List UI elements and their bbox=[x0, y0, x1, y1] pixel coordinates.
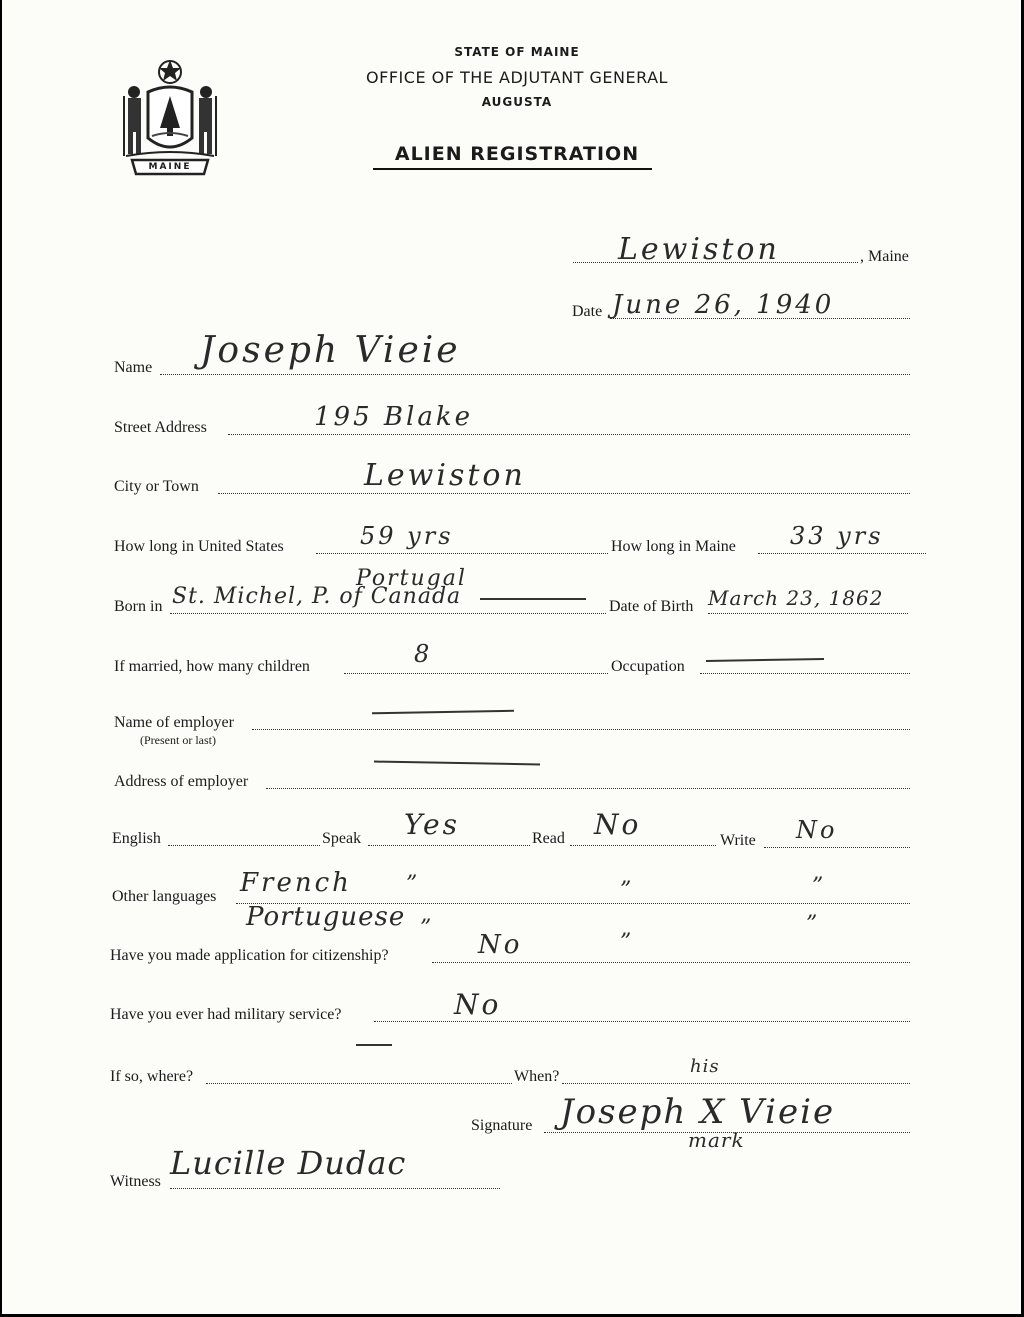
other-languages-label: Other languages bbox=[112, 888, 217, 905]
street-line bbox=[228, 434, 910, 435]
born-in-label: Born in bbox=[114, 598, 163, 615]
signature-label: Signature bbox=[471, 1117, 533, 1134]
employer-address-dash bbox=[374, 761, 540, 766]
born-in-line bbox=[170, 613, 606, 614]
dob-value: March 23, 1862 bbox=[708, 586, 884, 610]
other-lang-1-ditto-write: ” bbox=[812, 874, 827, 899]
header-state: STATE OF MAINE bbox=[454, 45, 580, 59]
city-value: Lewiston bbox=[364, 458, 526, 493]
write-value: No bbox=[796, 816, 838, 844]
signature-value: Joseph X Vieie bbox=[560, 1092, 836, 1132]
speak-value: Yes bbox=[404, 808, 460, 841]
town-value: Lewiston bbox=[618, 232, 780, 267]
occupation-dash bbox=[706, 658, 824, 662]
other-lang-2-ditto-write: ” bbox=[806, 912, 821, 937]
city-line bbox=[218, 493, 910, 494]
military-dash bbox=[356, 1044, 392, 1046]
how-long-us-line bbox=[316, 553, 608, 554]
header-city: AUGUSTA bbox=[481, 95, 553, 109]
employer-note: (Present or last) bbox=[140, 733, 216, 747]
speak-label: Speak bbox=[322, 830, 362, 847]
form-title: ALIEN REGISTRATION bbox=[394, 143, 640, 165]
other-lang-2-value: Portuguese bbox=[246, 902, 406, 932]
occupation-label: Occupation bbox=[611, 658, 685, 675]
citizenship-ditto: ” bbox=[620, 930, 635, 955]
city-label: City or Town bbox=[114, 478, 199, 495]
citizenship-label: Have you made application for citizenship? bbox=[110, 947, 389, 964]
how-long-us-label: How long in United States bbox=[114, 538, 284, 555]
how-long-us-value: 59 yrs bbox=[360, 522, 454, 550]
employer-address-line bbox=[266, 788, 910, 789]
english-label: English bbox=[112, 830, 161, 847]
when-line bbox=[562, 1083, 910, 1084]
witness-line bbox=[170, 1188, 500, 1189]
citizenship-value: No bbox=[478, 930, 523, 960]
state-seal-icon bbox=[118, 56, 222, 178]
employer-dash bbox=[372, 710, 514, 714]
other-lang-1-ditto-read: ” bbox=[620, 878, 635, 903]
if-so-line bbox=[206, 1083, 512, 1084]
signature-his: his bbox=[690, 1056, 720, 1077]
name-line bbox=[160, 374, 910, 375]
citizenship-line bbox=[432, 962, 910, 963]
english-line bbox=[168, 845, 320, 846]
write-label: Write bbox=[720, 832, 756, 849]
signature-mark: mark bbox=[688, 1128, 745, 1152]
scan-edge-left bbox=[0, 0, 2, 1317]
born-in-value: St. Michel, P. of Canada bbox=[172, 584, 462, 609]
header-office: OFFICE OF THE ADJUTANT GENERAL bbox=[366, 68, 668, 87]
date-label: Date bbox=[572, 303, 603, 320]
how-long-maine-line bbox=[758, 553, 926, 554]
employer-address-label: Address of employer bbox=[114, 773, 249, 790]
witness-value: Lucille Dudac bbox=[170, 1144, 407, 1182]
read-label: Read bbox=[532, 830, 565, 847]
born-in-strikeout bbox=[480, 598, 586, 600]
name-value: Joseph Vieie bbox=[200, 330, 461, 371]
street-label: Street Address bbox=[114, 419, 207, 436]
children-label: If married, how many children bbox=[114, 658, 310, 675]
other-lang-1-ditto-speak: ” bbox=[406, 872, 421, 897]
witness-label: Witness bbox=[110, 1173, 161, 1190]
street-value: 195 Blake bbox=[314, 402, 473, 432]
how-long-maine-label: How long in Maine bbox=[611, 538, 736, 555]
born-in-correction: Portugal bbox=[356, 566, 467, 591]
dob-line bbox=[708, 613, 908, 614]
employer-label: Name of employer bbox=[114, 714, 234, 731]
write-line bbox=[764, 847, 910, 848]
maine-label: , Maine bbox=[860, 248, 909, 265]
children-value: 8 bbox=[414, 640, 433, 668]
military-label: Have you ever had military service? bbox=[110, 1006, 342, 1023]
dob-label: Date of Birth bbox=[609, 598, 694, 615]
children-line bbox=[344, 673, 608, 674]
read-line bbox=[570, 845, 716, 846]
military-value: No bbox=[454, 988, 502, 1021]
form-title-underline bbox=[373, 168, 652, 170]
when-label: When? bbox=[514, 1068, 560, 1085]
name-label: Name bbox=[114, 359, 153, 376]
other-lang-1-value: French bbox=[240, 868, 352, 898]
employer-line bbox=[252, 729, 910, 730]
occupation-line bbox=[700, 673, 910, 674]
military-line bbox=[374, 1021, 910, 1022]
if-so-label: If so, where? bbox=[110, 1068, 194, 1085]
date-value: June 26, 1940 bbox=[612, 290, 835, 320]
speak-line bbox=[368, 845, 530, 846]
other-lang-2-ditto-speak: ” bbox=[420, 916, 435, 941]
seal-banner-text: MAINE bbox=[148, 162, 192, 172]
how-long-maine-value: 33 yrs bbox=[790, 522, 884, 550]
read-value: No bbox=[594, 808, 642, 841]
